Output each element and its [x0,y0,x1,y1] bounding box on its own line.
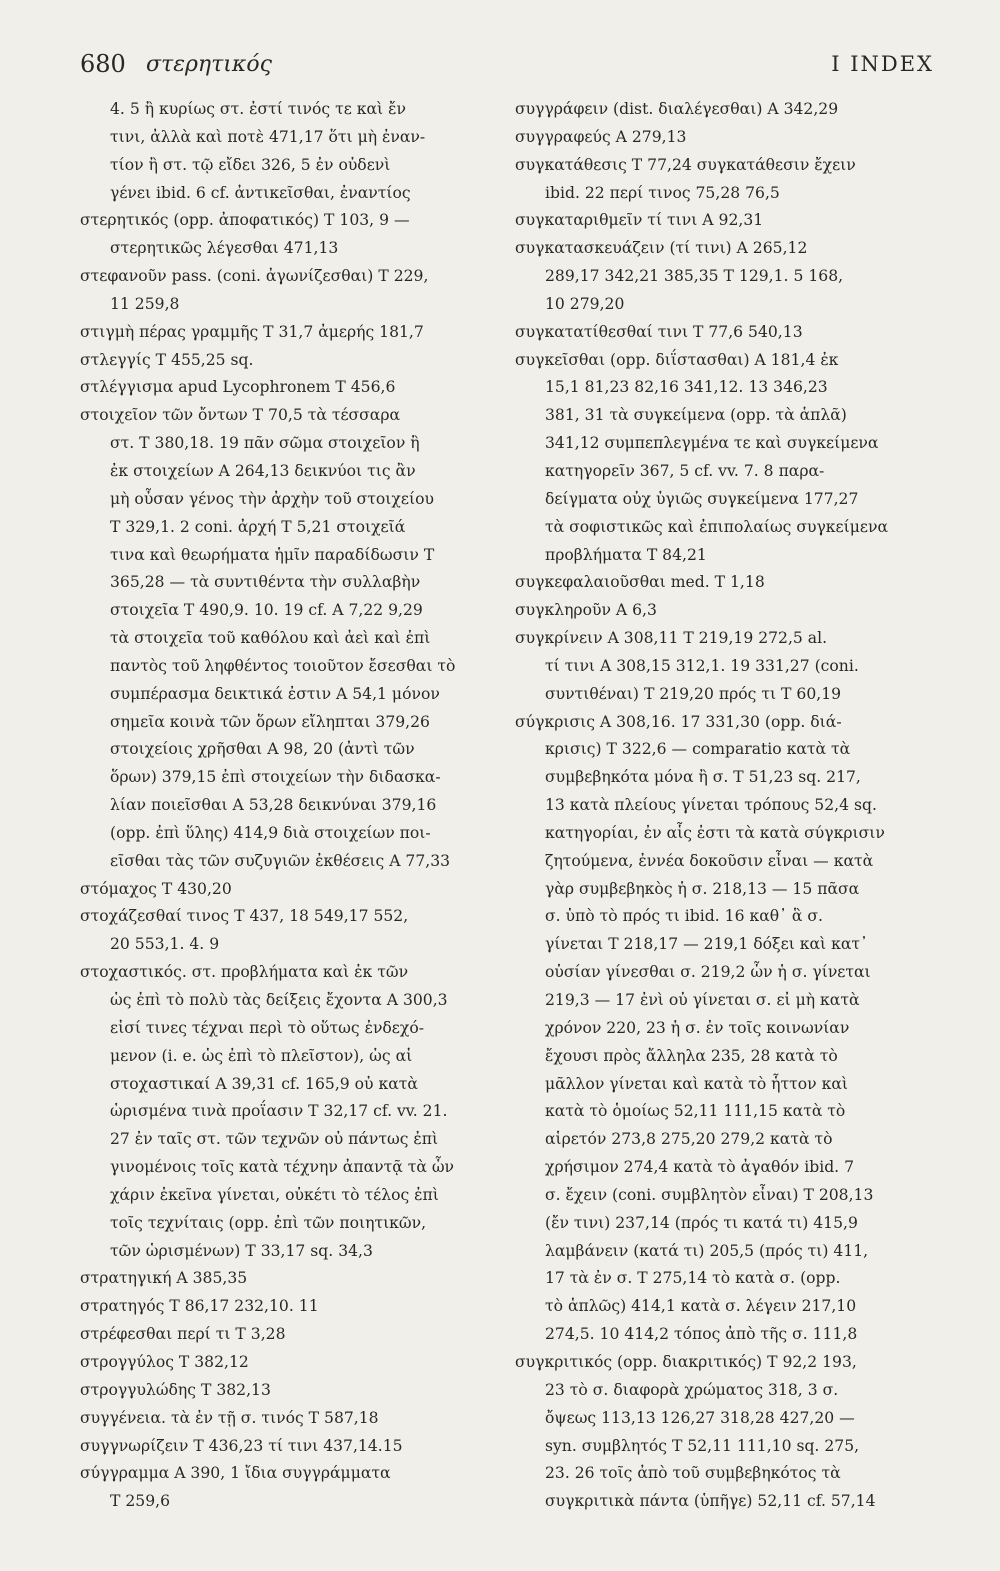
index-continuation-line: 13 κατὰ πλείους γίνεται τρόπους 52,4 sq. [545,796,877,815]
index-continuation-line: κατηγορεῖν 367, 5 cf. vv. 7. 8 παρα- [545,461,825,480]
right-column [515,96,935,1516]
index-continuation-line: στοιχεῖα T 490,9. 10. 19 cf. A 7,22 9,29 [110,601,423,620]
index-entry-line: συγγνωρίζειν T 436,23 τί τινι 437,14.15 [80,1436,403,1455]
index-continuation-line: στερητικῶς λέγεσθαι 471,13 [110,239,339,258]
index-continuation-line: δείγματα οὐχ ὑγιῶς συγκείμενα 177,27 [545,489,859,508]
left-column [80,96,500,1516]
index-entry-line: συγκατασκευάζειν (τί τινι) A 265,12 [515,239,808,258]
index-continuation-line: μᾶλλον γίνεται καὶ κατὰ τὸ ἧττον καὶ [545,1074,848,1093]
index-entry-line: συγκατάθεσις T 77,24 συγκατάθεσιν ἔχειν [515,155,856,174]
index-continuation-line: συμπέρασμα δεικτικά ἐστιν A 54,1 μόνον [110,684,440,703]
index-continuation-line: syn. συμβλητός T 52,11 111,10 sq. 275, [545,1436,860,1455]
index-entry-line: συγκαταριθμεῖν τί τινι A 92,31 [515,211,764,230]
index-continuation-line: κρισις) T 322,6 — comparatio κατὰ τὰ [545,740,851,759]
index-continuation-line: στοιχείοις χρῆσθαι A 98, 20 (ἀντὶ τῶν [110,740,415,759]
index-entry-line: συγκεῖσθαι (opp. διΐστασθαι) A 181,4 ἐκ [515,350,839,369]
index-continuation-line: αἱρετόν 273,8 275,20 279,2 κατὰ τὸ [545,1130,833,1149]
index-continuation-line: μὴ οὖσαν γένος τὴν ἀρχὴν τοῦ στοιχείου [110,489,434,508]
index-continuation-line: χρήσιμον 274,4 κατὰ τὸ ἀγαθόν ibid. 7 [545,1158,855,1177]
index-entry-line: στρέφεσθαι περί τι T 3,28 [80,1325,286,1344]
index-continuation-line: γένει ibid. 6 cf. ἀντικεῖσθαι, ἐναντίος [110,183,411,202]
index-continuation-line: οὐσίαν γίνεσθαι σ. 219,2 ὧν ἡ σ. γίνεται [545,963,871,982]
index-continuation-line: ὡς ἐπὶ τὸ πολὺ τὰς δείξεις ἔχοντα A 300,3 [110,991,448,1009]
index-continuation-line: χάριν ἐκεῖνα γίνεται, οὐκέτι τὸ τέλος ἐπὶ [110,1185,439,1204]
index-continuation-line: ἐκ στοιχείων A 264,13 δεικνύοι τις ἂν [110,461,416,480]
index-continuation-line: σ. ὑπὸ τὸ πρός τι ibid. 16 καθ᾽ ἃ σ. [545,907,823,926]
index-continuation-line: 289,17 342,21 385,35 T 129,1. 5 168, [545,267,844,286]
index-entry-line: σύγκρισις A 308,16. 17 331,30 (opp. διά- [515,712,842,731]
running-headword: στερητικός [146,52,272,77]
index-continuation-line: στ. T 380,18. 19 πᾶν σῶμα στοιχεῖον ἢ [110,434,420,453]
section-title: I INDEX [831,52,934,76]
index-continuation-line: τὰ στοιχεῖα τοῦ καθόλου καὶ ἀεὶ καὶ ἐπὶ [110,629,431,648]
index-entry-line: στιγμὴ πέρας γραμμῆς T 31,7 ἀμερής 181,7 [80,322,424,341]
index-continuation-line: (opp. ἐπὶ ὕλης) 414,9 διὰ στοιχείων ποι- [110,823,431,842]
index-entry-line: συγγραφεύς A 279,13 [515,127,687,146]
index-entry-line: συγκριτικός (opp. διακριτικός) T 92,2 193, [515,1352,857,1371]
index-continuation-line: εῖσθαι τὰς τῶν συζυγιῶν ἐκθέσεις A 77,33 [110,851,451,870]
index-entry-line: συγκατατίθεσθαί τινι T 77,6 540,13 [515,322,803,341]
index-entry-line: στοιχεῖον τῶν ὄντων T 70,5 τὰ τέσσαρα [80,406,401,425]
page-number: 680 [80,50,126,78]
index-entry-line: στεφανοῦν pass. (coni. ἀγωνίζεσθαι) T 229, [80,267,429,286]
index-continuation-line: 15,1 81,23 82,16 341,12. 13 346,23 [545,378,828,397]
index-continuation-line: τῶν ὡρισμένων) T 33,17 sq. 34,3 [110,1241,373,1260]
index-continuation-line: μενον (i. e. ὡς ἐπὶ τὸ πλεῖστον), ὡς αἱ [110,1046,413,1065]
index-entry-line: στρατηγική A 385,35 [80,1269,248,1288]
index-entry-line: στοχαστικός. στ. προβλήματα καὶ ἐκ τῶν [80,963,409,982]
index-continuation-line: 27 ἐν ταῖς στ. τῶν τεχνῶν οὐ πάντως ἐπὶ [110,1130,439,1149]
index-entry-line: στλέγγισμα apud Lycophronem T 456,6 [80,378,396,397]
index-continuation-line: 219,3 — 17 ἐνὶ οὐ γίνεται σ. εἰ μὴ κατὰ [545,991,860,1009]
index-continuation-line: T 259,6 [110,1492,170,1511]
index-continuation-line: 23 τὸ σ. διαφορὰ χρώματος 318, 3 σ. [545,1380,839,1399]
index-continuation-line: παντὸς τοῦ ληφθέντος τοιοῦτον ἔσεσθαι τὸ [110,656,456,675]
index-continuation-line: 20 553,1. 4. 9 [110,935,220,954]
index-continuation-line: χρόνον 220, 23 ἡ σ. ἐν τοῖς κοινωνίαν [545,1018,850,1037]
running-head [80,50,934,90]
index-continuation-line: λίαν ποιεῖσθαι A 53,28 δεικνύναι 379,16 [110,796,437,815]
index-continuation-line: στοχαστικαί A 39,31 cf. 165,9 οὐ κατὰ [110,1074,418,1093]
index-entry-line: στρατηγός T 86,17 232,10. 11 [80,1297,319,1316]
index-entry-line: στλεγγίς T 455,25 sq. [80,350,254,369]
index-continuation-line: ὅρων) 379,15 ἐπὶ στοιχείων τὴν διδασκα- [110,768,441,787]
index-continuation-line: 381, 31 τὰ συγκείμενα (opp. τὰ ἁπλᾶ) [545,406,847,425]
index-entry-line: συγκληροῦν A 6,3 [515,601,657,620]
index-continuation-line: (ἔν τινι) 237,14 (πρός τι κατά τι) 415,9 [545,1213,858,1232]
index-continuation-line: κατηγορίαι, ἐν αἷς ἐστι τὰ κατὰ σύγκρισιν [545,823,885,842]
index-continuation-line: ζητούμενα, ἐννέα δοκοῦσιν εἶναι — κατὰ [545,851,874,870]
index-continuation-line: συγκριτικὰ πάντα (ὑπῆγε) 52,11 cf. 57,14 [545,1492,876,1511]
index-continuation-line: γίνεται T 218,17 — 219,1 δόξει καὶ κατ᾽ [545,935,868,954]
index-continuation-line: ἔχουσι πρὸς ἄλληλα 235, 28 κατὰ τὸ [545,1046,838,1065]
index-continuation-line: γὰρ συμβεβηκὸς ἡ σ. 218,13 — 15 πᾶσα [545,879,860,898]
index-continuation-line: τοῖς τεχνίταις (opp. ἐπὶ τῶν ποιητικῶν, [110,1213,427,1232]
index-continuation-line: τὰ σοφιστικῶς καὶ ἐπιπολαίως συγκείμενα [545,517,888,536]
index-continuation-line: 365,28 — τὰ συντιθέντα τὴν συλλαβὴν [110,573,421,592]
index-entry-line: συγγένεια. τὰ ἐν τῇ σ. τινός T 587,18 [80,1408,379,1427]
index-continuation-line: T 329,1. 2 coni. ἀρχή T 5,21 στοιχεῖά [110,517,406,536]
index-continuation-line: τινα καὶ θεωρήματα ἡμῖν παραδίδωσιν T [110,545,435,564]
index-continuation-line: τίον ἢ στ. τῷ εἴδει 326, 5 ἐν οὐδενὶ [110,155,391,174]
index-continuation-line: συμβεβηκότα μόνα ἢ σ. T 51,23 sq. 217, [545,768,861,787]
index-entry-line: στερητικός (opp. ἀποφατικός) T 103, 9 — [80,211,410,230]
index-entry-line: συγκεφαλαιοῦσθαι med. T 1,18 [515,573,765,592]
index-entry-line: στόμαχος T 430,20 [80,879,232,898]
index-continuation-line: κατὰ τὸ ὁμοίως 52,11 111,15 κατὰ τὸ [545,1102,846,1121]
index-continuation-line: 17 τὰ ἐν σ. T 275,14 τὸ κατὰ σ. (opp. [545,1269,841,1288]
index-entry-line: συγκρίνειν A 308,11 T 219,19 272,5 al. [515,629,828,648]
index-continuation-line: 4. 5 ἢ κυρίως στ. ἐστί τινός τε καὶ ἔν [110,100,406,118]
index-continuation-line: γινομένοις τοῖς κατὰ τέχνην ἀπαντᾷ τὰ ὧν [110,1158,455,1177]
index-continuation-line: τὸ ἁπλῶς) 414,1 κατὰ σ. λέγειν 217,10 [545,1297,857,1316]
index-entry-line: συγγράφειν (dist. διαλέγεσθαι) A 342,29 [515,100,839,118]
index-continuation-line: 11 259,8 [110,294,180,313]
index-continuation-line: 341,12 συμπεπλεγμένα τε καὶ συγκείμενα [545,434,879,453]
index-continuation-line: λαμβάνειν (κατά τι) 205,5 (πρός τι) 411, [545,1241,869,1260]
index-continuation-line: εἰσί τινες τέχναι περὶ τὸ οὕτως ἐνδεχό- [110,1018,424,1037]
index-continuation-line: 274,5. 10 414,2 τόπος ἀπὸ τῆς σ. 111,8 [545,1325,858,1344]
index-continuation-line: 23. 26 τοῖς ἀπὸ τοῦ συμβεβηκότος τὰ [545,1464,841,1483]
index-entry-line: στρογγύλος T 382,12 [80,1352,249,1371]
index-continuation-line: τί τινι A 308,15 312,1. 19 331,27 (coni. [545,656,859,675]
index-continuation-line: τινι, ἀλλὰ καὶ ποτὲ 471,17 ὅτι μὴ ἐναν- [110,127,426,146]
index-continuation-line: ὄψεως 113,13 126,27 318,28 427,20 — [545,1408,855,1427]
index-continuation-line: σημεῖα κοινὰ τῶν ὅρων εἴληπται 379,26 [110,712,430,731]
index-continuation-line: σ. ἔχειν (coni. συμβλητὸν εἶναι) T 208,13 [545,1185,874,1204]
index-continuation-line: προβλήματα T 84,21 [545,545,707,564]
index-continuation-line: συντιθέναι) T 219,20 πρός τι T 60,19 [545,684,842,703]
index-continuation-line: ibid. 22 περί τινος 75,28 76,5 [545,183,780,202]
index-entry-line: σύγγραμμα A 390, 1 ἴδια συγγράμματα [80,1464,391,1483]
index-continuation-line: ὡρισμένα τινὰ προΐασιν T 32,17 cf. vv. 21. [110,1102,448,1121]
index-continuation-line: 10 279,20 [545,294,625,313]
index-entry-line: στοχάζεσθαί τινος T 437, 18 549,17 552, [80,907,409,926]
index-entry-line: στρογγυλώδης T 382,13 [80,1380,271,1399]
